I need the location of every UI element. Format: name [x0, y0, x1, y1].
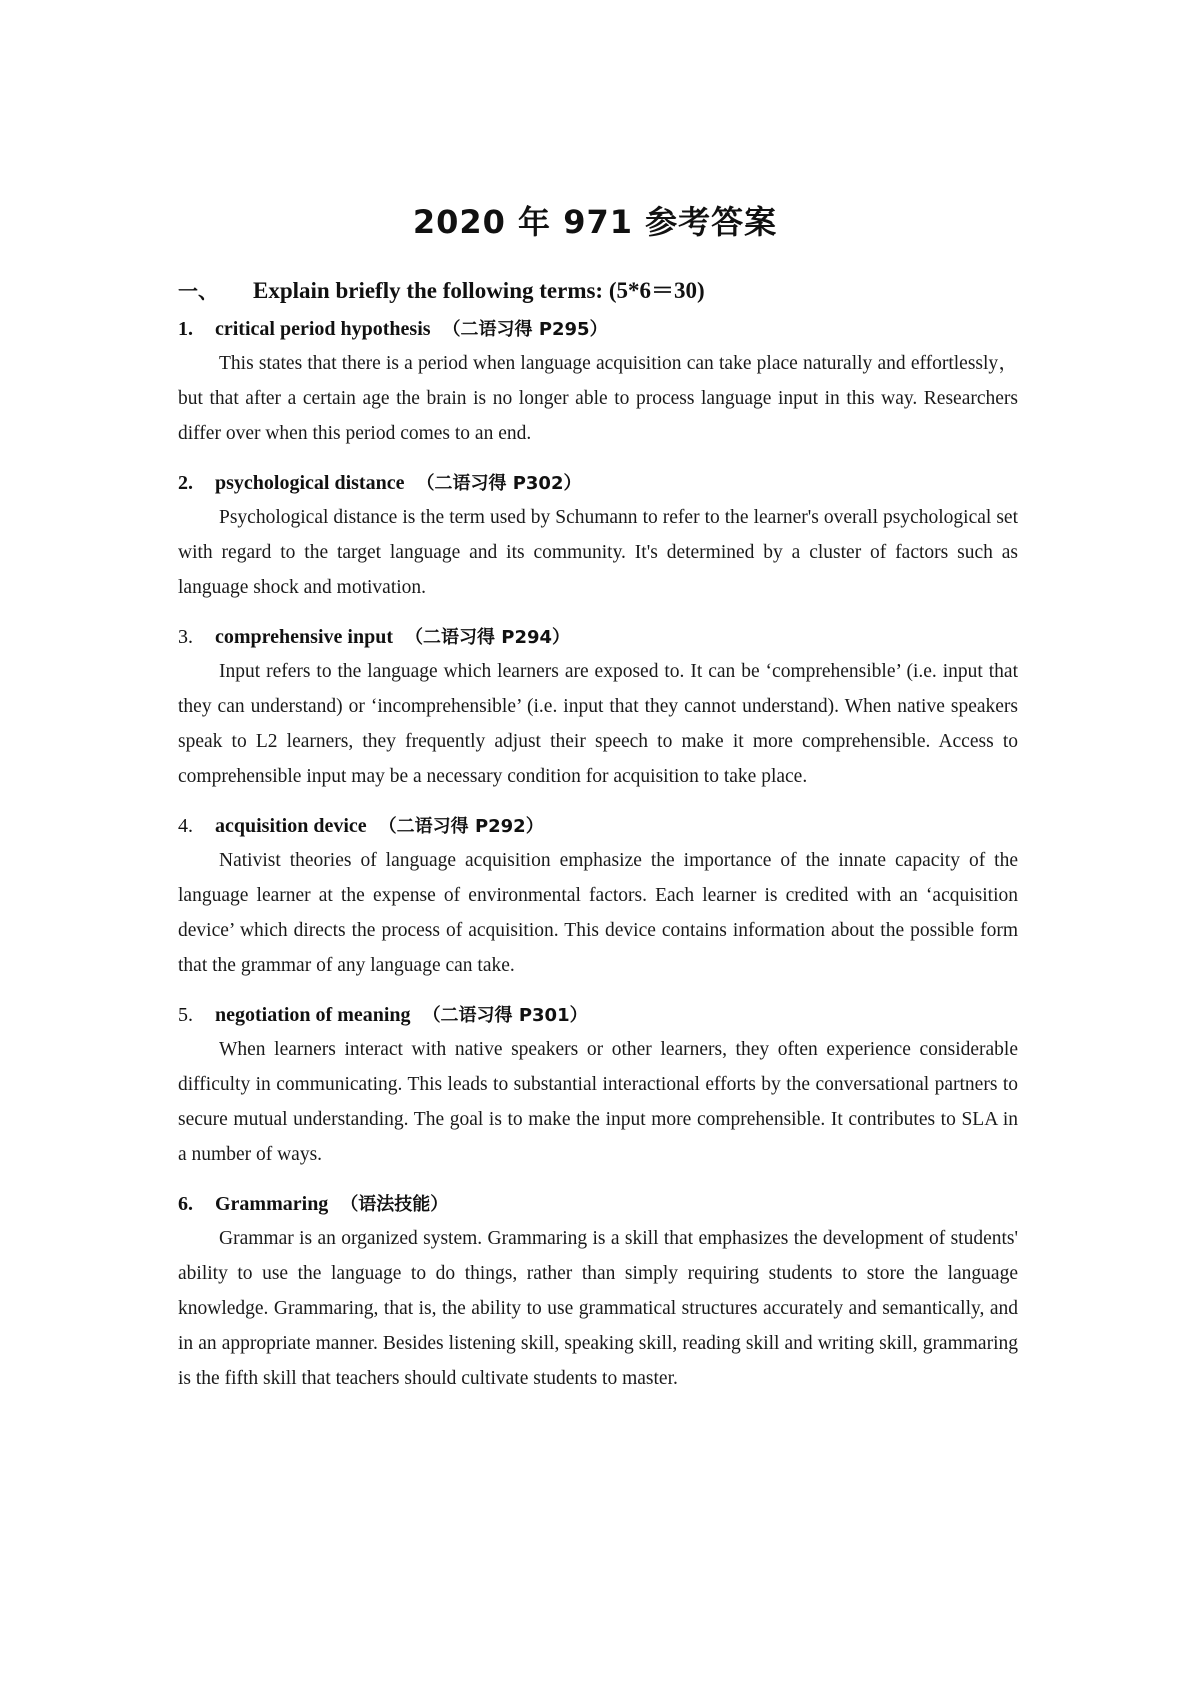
answer-item [178, 622, 1018, 794]
item-reference: （二语习得 P294） [404, 627, 571, 648]
item-reference: （二语习得 P295） [442, 319, 608, 340]
item-definition: Grammar is an organized system. Grammaring is a skill that emphasizes the development of students' ability to use the language to do things, rather than simply requiring students to store the language knowledge. Grammaring, that is, the ability to use grammatical structures accurately and semantically, and in an appropriate manner. Besides listening skill, speaking skill, reading skill and writing skill, grammaring is the fifth skill that teachers should cultivate students to master. [178, 1228, 1018, 1389]
page-title: 2020 年 971 参考答案 [412, 203, 778, 241]
answer-list [178, 314, 1018, 1413]
item-definition: This states that there is a period when language acquisition can take place naturally and effortlessly，but that after a certain age the brain is no longer able to process language input in this way. Researchers differ over when this period comes to an end. [178, 353, 1018, 444]
answer-item-header [178, 1189, 1018, 1219]
item-number: 5. [178, 1004, 193, 1026]
item-term: Grammaring [215, 1193, 329, 1215]
answer-item [178, 468, 1018, 605]
answer-item-header [178, 468, 1018, 498]
item-reference: （二语习得 P301） [422, 1005, 588, 1026]
item-term: critical period hypothesis [215, 318, 431, 340]
item-definition: Input refers to the language which learners are exposed to. It can be ‘comprehensible’ (i.e. input that they can understand) or ‘incomprehensible’ (i.e. input that they cannot understand). When native speakers speak to L2 learners, they frequently adjust their speech to make it more comprehensible. Access to comprehensible input may be a necessary condition for acquisition to take place. [178, 661, 1018, 787]
answer-item [178, 1189, 1018, 1396]
item-reference: （二语习得 P292） [378, 816, 544, 837]
item-definition: When learners interact with native speakers or other learners, they often experience considerable difficulty in communicating. This leads to substantial interactional efforts by the conversational partners to secure mutual understanding. The goal is to make the input more comprehensible. It contributes to SLA in a number of ways. [178, 1039, 1018, 1165]
answer-item-header [178, 811, 1018, 841]
answer-item-header [178, 622, 1018, 652]
item-number: 3. [178, 626, 193, 648]
item-term: comprehensive input [215, 626, 393, 648]
item-term: acquisition device [215, 815, 367, 837]
item-number: 2. [178, 472, 193, 494]
item-definition: Psychological distance is the term used by Schumann to refer to the learner's overall psychological set with regard to the target language and its community. It's determined by a cluster of factors such as language shock and motivation. [178, 507, 1018, 598]
item-number: 6. [178, 1193, 193, 1215]
answer-item-header [178, 314, 1018, 344]
item-number: 4. [178, 815, 193, 837]
section-heading-text: Explain briefly the following terms: (5*6＝30) [253, 278, 705, 303]
item-reference: （二语习得 P302） [416, 473, 582, 494]
item-reference: （语法技能） [340, 1194, 449, 1215]
answer-item [178, 1000, 1018, 1172]
item-term: psychological distance [215, 472, 405, 494]
answer-item [178, 314, 1018, 451]
answer-item-header [178, 1000, 1018, 1030]
answer-item [178, 811, 1018, 983]
item-number: 1. [178, 318, 193, 340]
section-number: 一、 [178, 279, 218, 303]
item-definition: Nativist theories of language acquisition emphasize the importance of the innate capacity of the language learner at the expense of environmental factors. Each learner is credited with an ‘acquisition device’ which directs the process of acquisition. This device contains information about the possible form that the grammar of any language can take. [178, 850, 1018, 976]
item-term: negotiation of meaning [215, 1004, 411, 1026]
section-heading [178, 276, 1058, 306]
